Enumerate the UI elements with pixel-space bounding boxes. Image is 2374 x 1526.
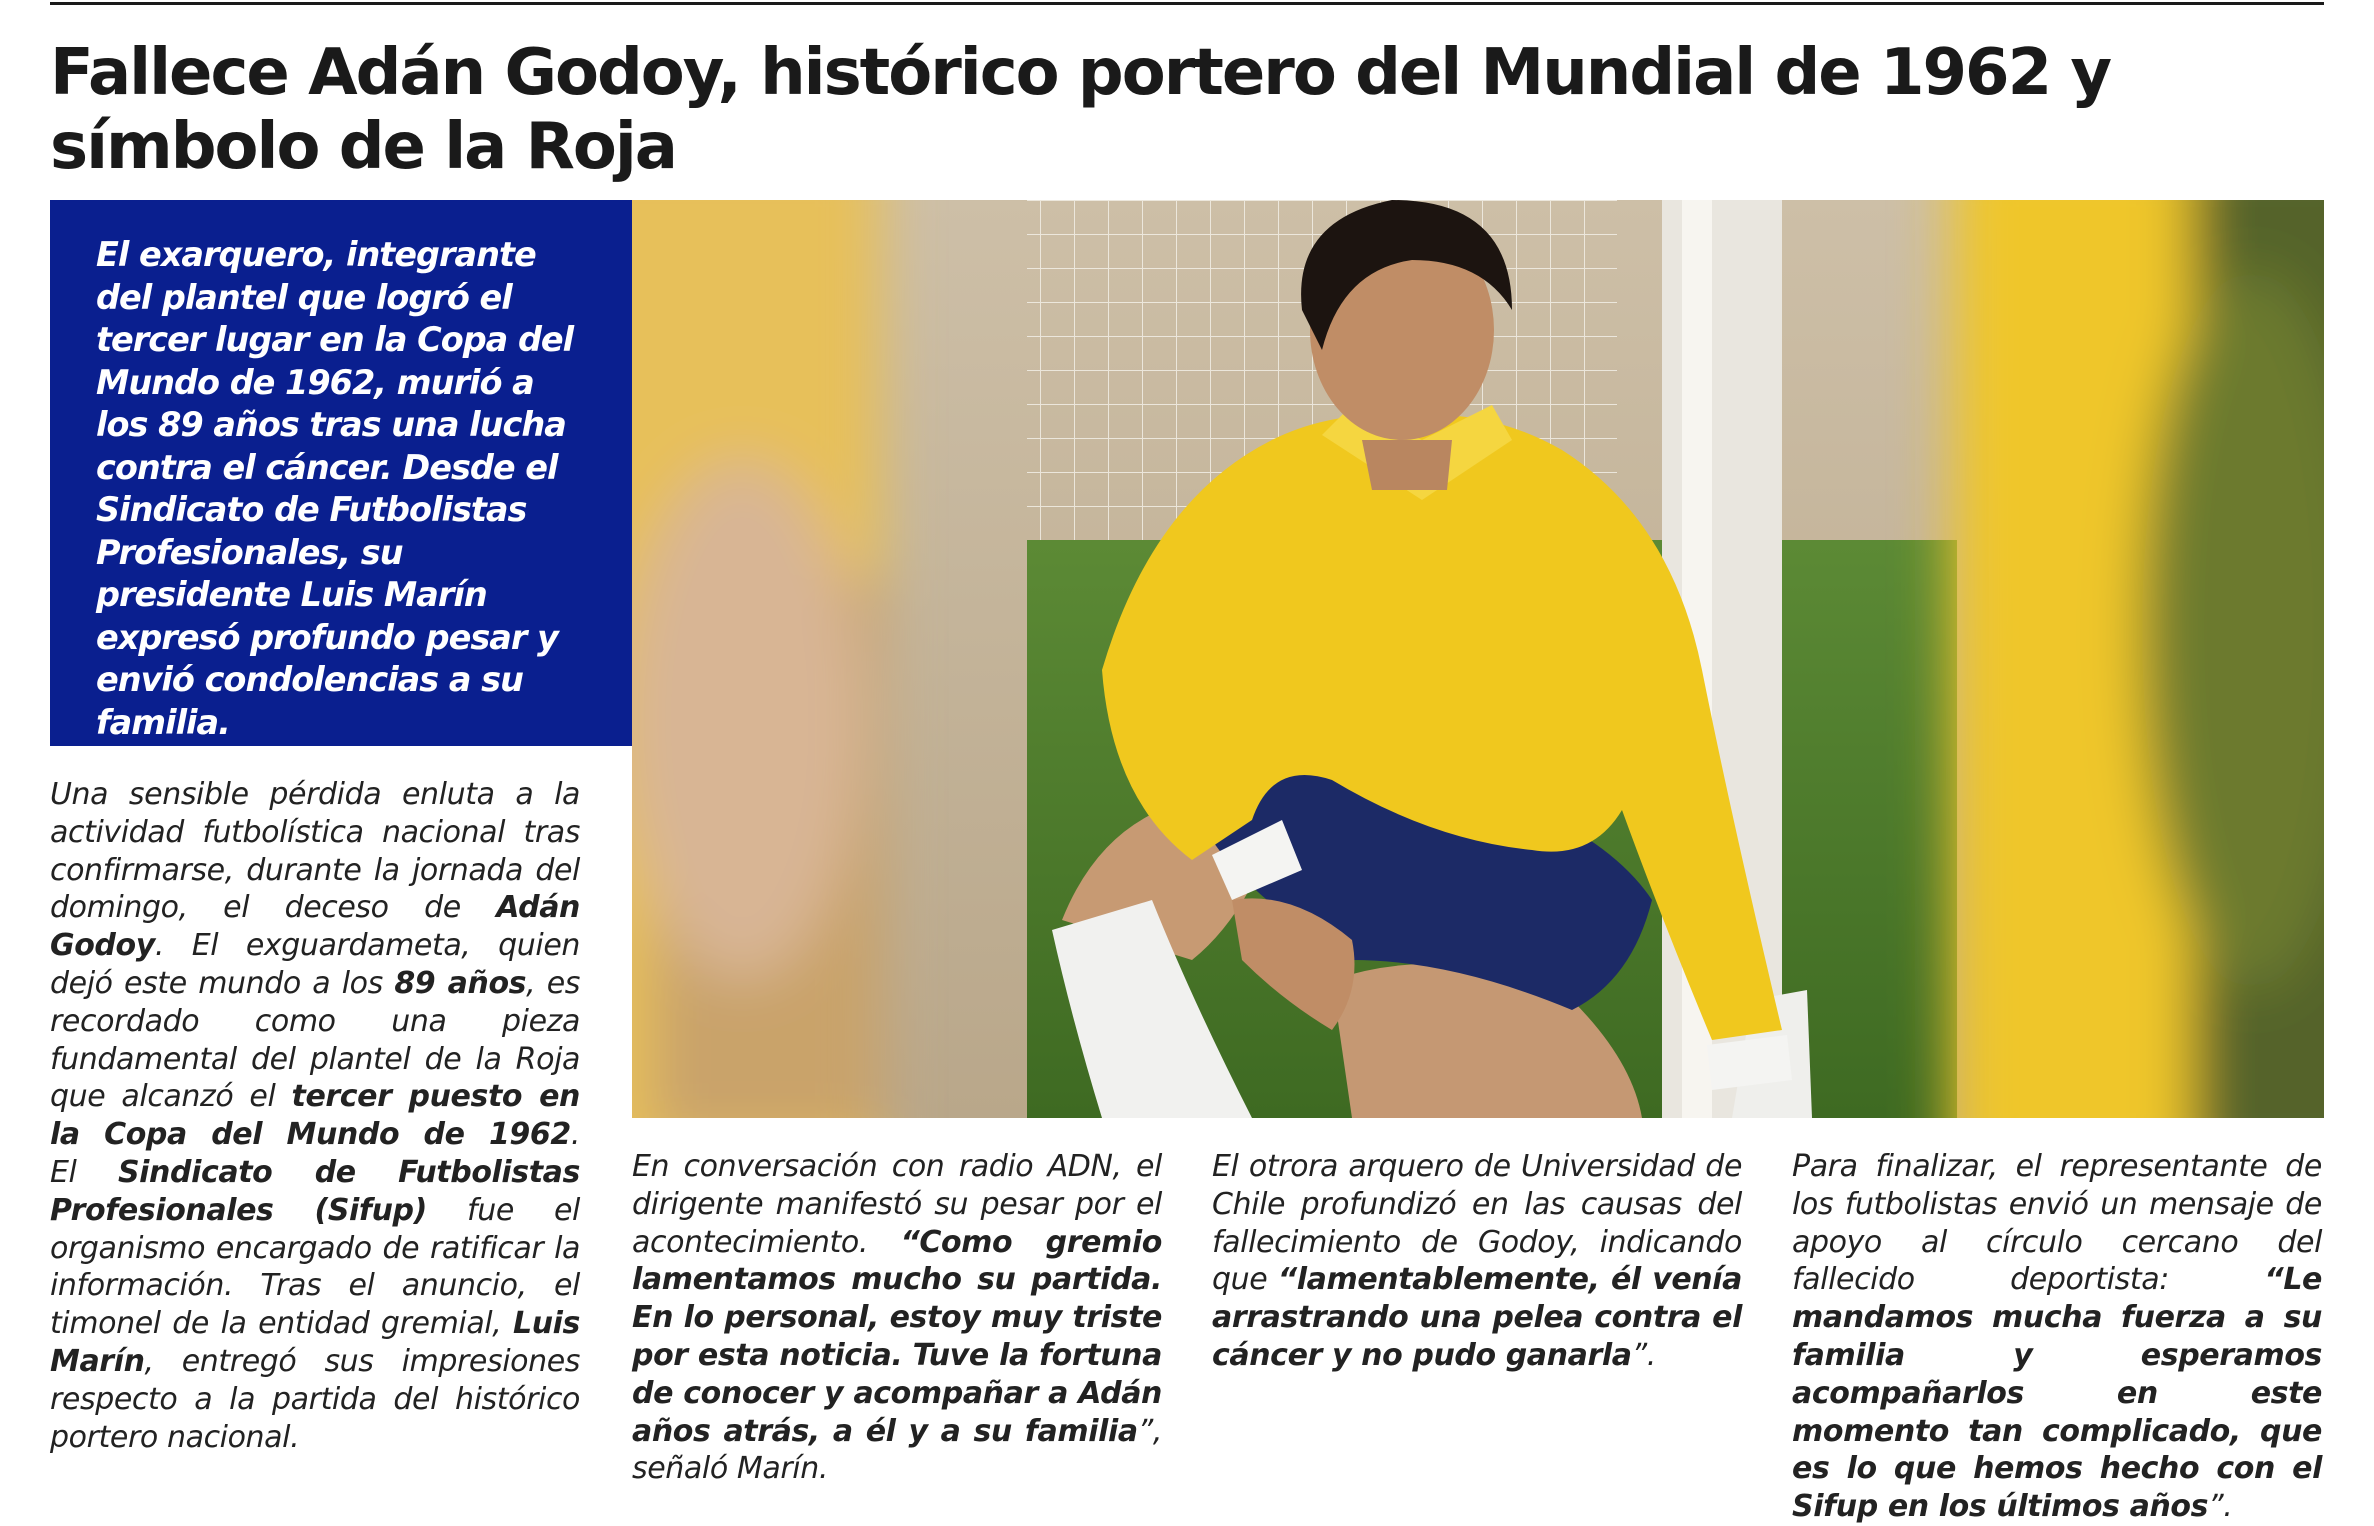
bold-age: 89 años: [394, 965, 527, 1001]
bold-quote-3: “Le mandamos mucha fuerza a su familia y esperamos acompañarlos en este momento tan complicado, que es lo que hemos hecho con el Sifup en los últimos años: [1792, 1262, 2322, 1525]
lede-text: El exarquero, integrante del plantel que logró el tercer lugar en la Copa del Mundo de 1962, murió a los 89 años tras una lucha contra el cáncer. Desde el Sindicato de Futbolistas Profesionales, su presidente Luis Marín expresó profundo pesar y envió condolencias a su familia.: [96, 235, 574, 742]
bold-name: Adán Godoy: [50, 890, 580, 964]
bold-president: Luis Marín: [50, 1306, 580, 1379]
photo-illustration: [632, 200, 2324, 1118]
bold-quote-1: “Como gremio lamentamos mucho su partida. En lo personal, estoy muy triste por esta noticia. Tuve la fortuna de conocer y acompañar a Adán años atrás, a él y a su familia: [632, 1224, 1162, 1449]
lede-box: [50, 200, 632, 746]
paragraph-2: El Sindicato de Futbolistas Profesionales (Sifup) fue el organismo encargado de ratificar la información. Tras el anuncio, el timonel de la entidad gremial, Luis Marín, entregó sus impresiones respecto a la partida del histórico portero nacional.: [50, 1154, 580, 1455]
column-4: [1792, 1148, 2322, 1526]
paragraph-5: Para finalizar, el representante de los futbolistas envió un mensaje de apoyo al círculo cercano del fallecido deportista: “Le mandamos mucha fuerza a su familia y esperamos acompañarlos en este momento tan complicado, que es lo que hemos hecho con el Sifup en los últimos años”.: [1792, 1149, 2322, 1525]
paragraph-4: El otrora arquero de Universidad de Chile profundizó en las causas del fallecimiento de Godoy, indicando que “lamentablemente, él venía arrastrando una pelea contra el cáncer y no pudo ganarla”.: [1212, 1149, 1742, 1373]
paragraph-1: Una sensible pérdida enluta a la actividad futbolística nacional tras confirmarse, durante la jornada del domingo, el deceso de Adán Godoy. El exguardameta, quien dejó este mundo a los 89 años, es recordado como una pieza fundamental del plantel de la Roja que alcanzó el tercer puesto en la Copa del Mundo de 1962.: [50, 777, 580, 1153]
bold-achievement: tercer puesto en la Copa del Mundo de 1962: [50, 1079, 580, 1153]
goalkeeper-photo: [632, 200, 2324, 1118]
bold-union: Sindicato de Futbolistas Profesionales (Sifup): [50, 1154, 580, 1228]
top-rule: [50, 2, 2324, 5]
paragraph-3: En conversación con radio ADN, el dirigente manifestó su pesar por el acontecimiento. “Como gremio lamentamos mucho su partida. En lo personal, estoy muy triste por esta noticia. Tuve la fortuna de conocer y acompañar a Adán años atrás, a él y a su familia”, señaló Marín.: [632, 1149, 1162, 1487]
column-3: [1212, 1148, 1742, 1375]
column-1: [50, 776, 580, 1456]
column-2: [632, 1148, 1162, 1488]
bold-quote-2: “lamentablemente, él venía arrastrando una pelea contra el cáncer y no pudo ganarla: [1212, 1262, 1742, 1373]
headline: Fallece Adán Godoy, histórico portero del Mundial de 1962 y símbolo de la Roja: [50, 36, 2111, 184]
